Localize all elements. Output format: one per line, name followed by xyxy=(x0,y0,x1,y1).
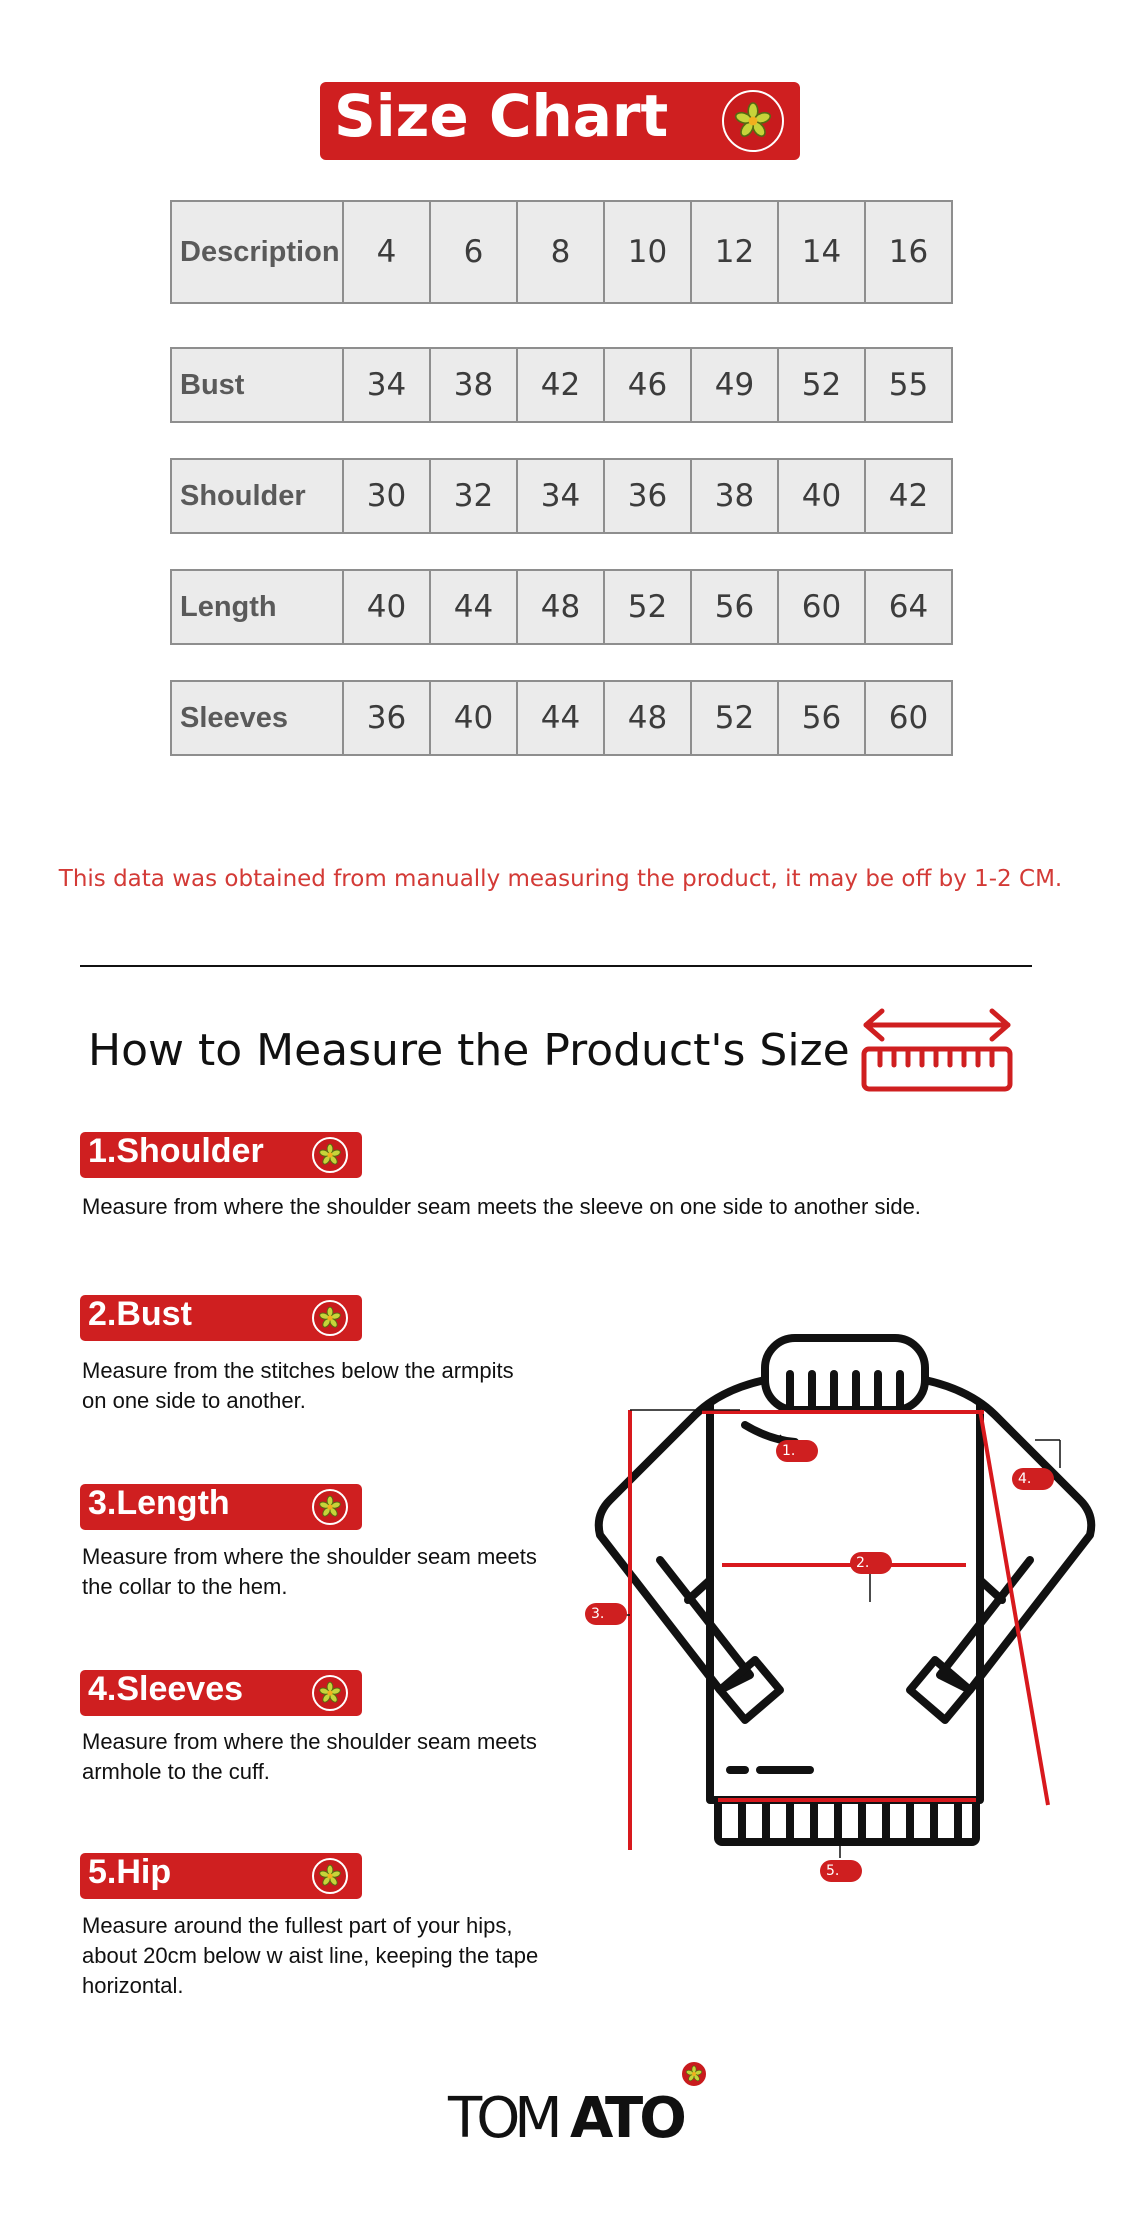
measurement-note: This data was obtained from manually measuring the product, it may be off by 1-2 CM. xyxy=(58,866,1063,892)
row-label: Length xyxy=(170,569,344,645)
desc-line: the collar to the hem. xyxy=(82,1574,288,1599)
size-cell: 6 xyxy=(429,200,518,304)
size-cell: 14 xyxy=(777,200,866,304)
desc-line: horizontal. xyxy=(82,1973,184,1998)
row-label: Bust xyxy=(170,347,344,423)
value-cell: 34 xyxy=(516,458,605,534)
step-hip-desc xyxy=(82,1911,538,2001)
step-shoulder-desc xyxy=(82,1192,921,1222)
step-label: 3.Length xyxy=(88,1484,230,1522)
step-sleeves-badge xyxy=(80,1670,362,1716)
value-cell: 46 xyxy=(603,347,692,423)
value-cell: 40 xyxy=(342,569,431,645)
desc-line: Measure from the stitches below the armpits xyxy=(82,1358,514,1383)
value-cell: 49 xyxy=(690,347,779,423)
value-cell: 34 xyxy=(342,347,431,423)
value-cell: 48 xyxy=(516,569,605,645)
step-label: 2.Bust xyxy=(88,1295,192,1333)
value-cell: 56 xyxy=(690,569,779,645)
value-cell: 56 xyxy=(777,680,866,756)
marker-1 xyxy=(776,1440,818,1462)
value-cell: 44 xyxy=(429,569,518,645)
desc-line: on one side to another. xyxy=(82,1388,306,1413)
value-cell: 44 xyxy=(516,680,605,756)
value-cell: 48 xyxy=(603,680,692,756)
value-cell: 38 xyxy=(690,458,779,534)
value-cell: 40 xyxy=(429,680,518,756)
size-header-row xyxy=(170,200,953,304)
description-label: Description xyxy=(170,200,344,304)
row-label: Shoulder xyxy=(170,458,344,534)
size-cell: 8 xyxy=(516,200,605,304)
size-cell: 16 xyxy=(864,200,953,304)
marker-label: 2. xyxy=(856,1555,870,1571)
value-cell: 55 xyxy=(864,347,953,423)
step-length-desc xyxy=(82,1542,537,1602)
value-cell: 60 xyxy=(777,569,866,645)
step-label: 5.Hip xyxy=(88,1853,172,1891)
tomato-flower-icon xyxy=(680,2060,708,2088)
sweater-diagram-icon xyxy=(580,1330,1100,1890)
marker-5 xyxy=(820,1860,862,1882)
marker-label: 3. xyxy=(591,1606,605,1622)
desc-line: Measure around the fullest part of your hips, xyxy=(82,1913,513,1938)
marker-label: 5. xyxy=(826,1863,840,1879)
value-cell: 38 xyxy=(429,347,518,423)
step-length-badge xyxy=(80,1484,362,1530)
desc-line: armhole to the cuff. xyxy=(82,1759,270,1784)
step-shoulder-badge xyxy=(80,1132,362,1178)
desc-line: about 20cm below w aist line, keeping the tape xyxy=(82,1943,539,1968)
logo-text-right: ATO xyxy=(570,2086,683,2151)
step-hip-badge xyxy=(80,1853,362,1899)
value-cell: 42 xyxy=(864,458,953,534)
size-cell: 10 xyxy=(603,200,692,304)
marker-2 xyxy=(850,1552,892,1574)
tomato-flower-icon xyxy=(312,1489,348,1525)
marker-label: 4. xyxy=(1018,1471,1032,1487)
divider xyxy=(80,965,1032,967)
marker-4 xyxy=(1012,1468,1054,1490)
ruler-icon xyxy=(858,1005,1016,1095)
title-banner xyxy=(320,82,800,160)
value-cell: 52 xyxy=(777,347,866,423)
value-cell: 64 xyxy=(864,569,953,645)
step-sleeves-desc xyxy=(82,1727,537,1787)
tomato-flower-icon xyxy=(312,1858,348,1894)
page-title: Size Chart xyxy=(334,82,669,150)
marker-label: 1. xyxy=(782,1443,796,1459)
tomato-flower-icon xyxy=(312,1137,348,1173)
value-cell: 60 xyxy=(864,680,953,756)
value-cell: 32 xyxy=(429,458,518,534)
value-cell: 52 xyxy=(690,680,779,756)
value-cell: 36 xyxy=(342,680,431,756)
sleeves-row xyxy=(170,680,953,756)
row-label: Sleeves xyxy=(170,680,344,756)
tomato-flower-icon xyxy=(312,1675,348,1711)
bust-row xyxy=(170,347,953,423)
size-cell: 4 xyxy=(342,200,431,304)
step-label: 4.Sleeves xyxy=(88,1670,244,1708)
shoulder-row xyxy=(170,458,953,534)
tomato-flower-icon xyxy=(312,1300,348,1336)
tomato-flower-icon xyxy=(722,90,784,152)
logo-text-left: TOM xyxy=(448,2086,557,2151)
desc-line: Measure from where the shoulder seam meets xyxy=(82,1544,537,1569)
howto-title: How to Measure the Product's Size xyxy=(88,1025,850,1076)
desc-line: Measure from where the shoulder seam meets xyxy=(82,1729,537,1754)
length-row xyxy=(170,569,953,645)
value-cell: 42 xyxy=(516,347,605,423)
value-cell: 30 xyxy=(342,458,431,534)
value-cell: 52 xyxy=(603,569,692,645)
size-cell: 12 xyxy=(690,200,779,304)
brand-logo xyxy=(448,2060,708,2150)
value-cell: 36 xyxy=(603,458,692,534)
step-bust-desc xyxy=(82,1356,514,1416)
marker-3 xyxy=(585,1603,627,1625)
desc-line: Measure from where the shoulder seam meets the sleeve on one side to another side. xyxy=(82,1194,921,1219)
step-label: 1.Shoulder xyxy=(88,1132,264,1170)
step-bust-badge xyxy=(80,1295,362,1341)
value-cell: 40 xyxy=(777,458,866,534)
